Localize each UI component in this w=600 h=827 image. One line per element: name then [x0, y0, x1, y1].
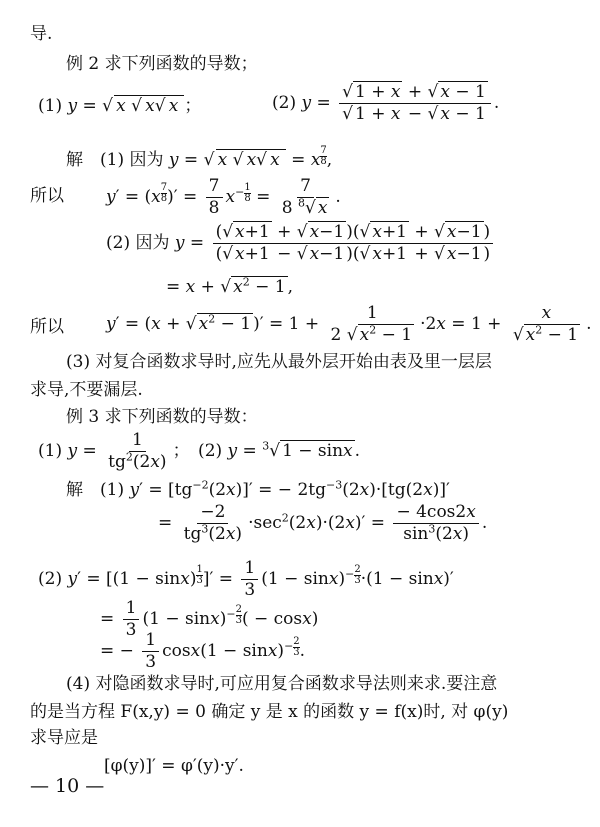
rule-4-cont-2: 求导应是 — [30, 728, 98, 748]
solution-3-1: 解 (1) $y' = [tg^{-2}(2x)]'$ = − $2tg^{-3}(2x)\cdot[tg(2x)]'$ — [66, 478, 450, 500]
example-2-heading: 例 2 求下列函数的导数； — [66, 54, 258, 74]
page-number: — 10 — — [30, 775, 105, 797]
example-3-heading: 例 3 求下列函数的导数： — [66, 407, 258, 427]
example-3-problems: (1) y = $\frac{1}{tg^2(2x)}$ ； (2) y = $^3$√ 1 − sinx . — [38, 430, 361, 472]
derivative-line-2: y′ = (x + √ $x^2 - 1$ )′ = 1 + $\frac{1}{2 √ x^2 - 1}$ ·2x = 1 + $\frac{x}{√ x^2 - 1}$ . — [106, 303, 592, 345]
solution-3-1-cont: = $\frac{-2}{tg^3(2x)}$ $\cdot\sec^2(2x)\cdot(2x)'$ = $\frac{- 4\cos 2x}{\sin^3(2x)}$ . — [158, 502, 488, 544]
so-label-2: 所以 — [30, 317, 64, 337]
rule-4: (4) 对隐函数求导时,可应用复合函数求导法则来求.要注意 — [66, 674, 498, 694]
so-label-1: 所以 — [30, 186, 64, 206]
rule-4-cont: 的是当方程 F(x,y) = 0 确定 y 是 x 的函数 y = f(x)时, 对 φ(y) — [30, 702, 509, 722]
solution-3-2-cont: = $\frac{1}{3}$ (1 − sinx)− $\frac{2}{3}$ ( − cosx) — [100, 598, 319, 640]
example-2-problem-2: (2) y = $\frac{√ 1 + x + √ x - 1}{√ 1 + x - √ x - 1}$ . — [272, 82, 500, 124]
rule-3: (3) 对复合函数求导时,应先从最外层开始由表及里一层层 — [66, 352, 492, 372]
solution-2-2-result: = x + √ $x^2 - 1$ , — [166, 275, 294, 297]
solution-3-2: (2) y′ = [(1 − sinx) $\frac{1}{3}$ ]′ = $\frac{1}{3}$ (1 − sinx)− $\frac{2}{3}$ ·(1 − sinx)′ — [38, 558, 454, 600]
solution-2-1: 解 (1) 因为 y = √ x √ x√ x = x $\frac{7}{8}$ , — [66, 146, 332, 172]
solution-2-2: (2) 因为 y = $\frac{(√ x+1 + √ x-1 )(√ x+1 + √ x-1 )}{(√ x+1 - √ x-1 )(√ x+1 + √ x-1 )}$ — [106, 222, 496, 265]
example-2-problems: (1) y = √ x √ x√ x ； — [38, 94, 201, 118]
implicit-formula: [φ(y)]′ = φ′(y)·y′. — [104, 756, 244, 776]
solution-3-2-result: = − $\frac{1}{3}$ cosx(1 − sinx)− $\frac{2}{3}$ . — [100, 630, 306, 672]
derivative-line-1: y′ = (x $\frac{7}{8}$ )′ = $\frac{7}{8}$ x− $\frac{1}{8}$ = $\frac{7}{8 ^8√ x}$ . — [106, 176, 341, 218]
rule-3-cont: 求导,不要漏层. — [30, 380, 143, 400]
text-line: 导. — [30, 24, 53, 44]
